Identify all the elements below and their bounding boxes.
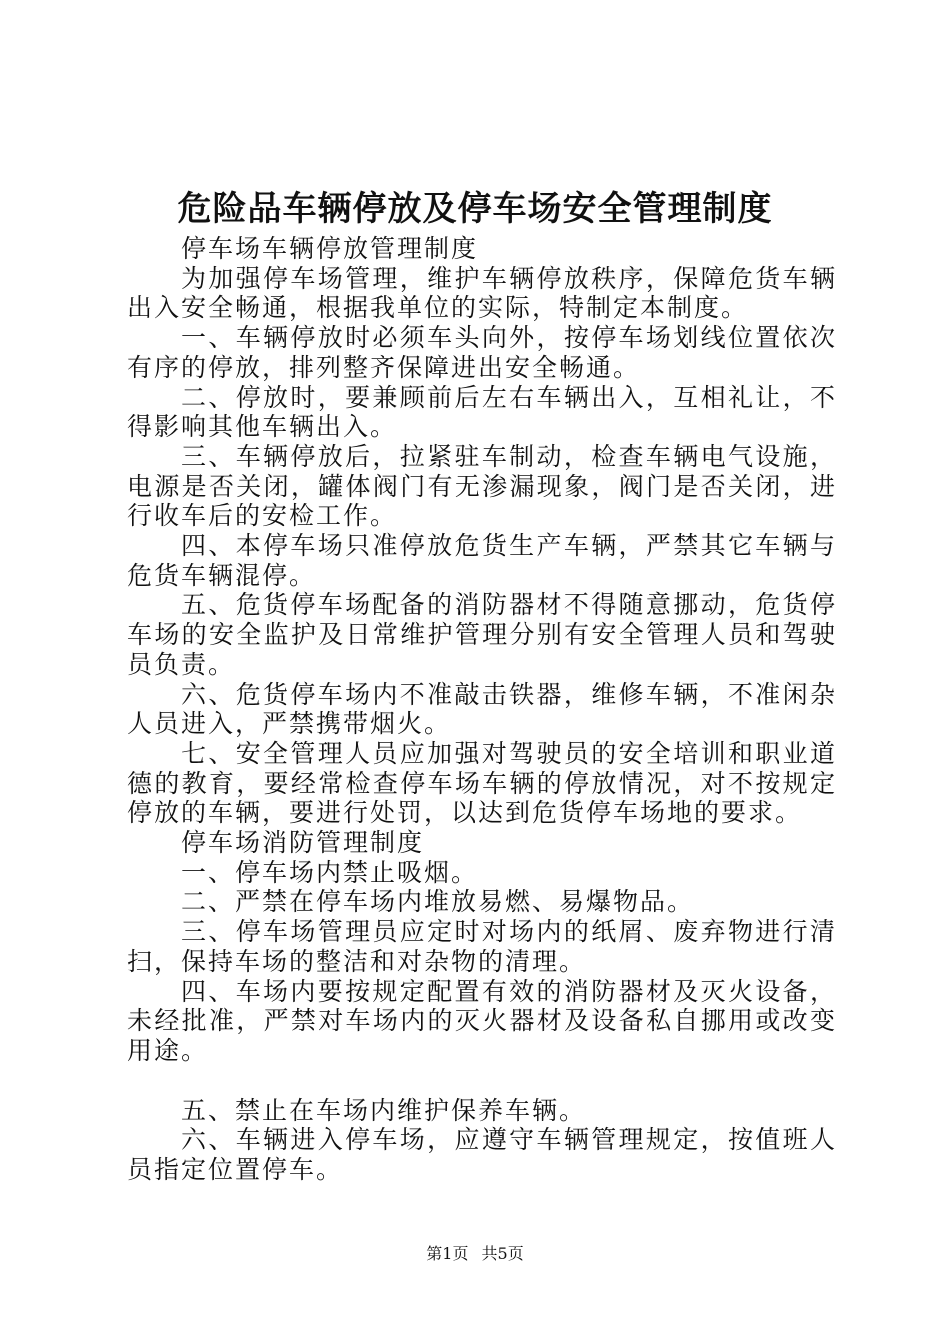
page-footer [0,1242,950,1266]
paragraph: 五、危货停车场配备的消防器材不得随意挪动，危货停车场的安全监护及日常维护管理分别有安全管理人员和驾驶员负责。 [127,590,837,679]
paragraph: 一、车辆停放时必须车头向外，按停车场划线位置依次有序的停放，排列整齐保障进出安全畅通。 [127,323,837,382]
paragraph: 三、停车场管理员应定时对场内的纸屑、废弃物进行清扫，保持车场的整洁和对杂物的清理。 [127,917,837,976]
paragraph: 六、危货停车场内不准敲击铁器，维修车辆，不准闲杂人员进入，严禁携带烟火。 [127,679,837,739]
paragraph: 三、车辆停放后，拉紧驻车制动，检查车辆电气设施，电源是否关闭，罐体阀门有无渗漏现象，阀门是否关闭，进行收车后的安检工作。 [127,441,837,531]
page-number: 第1页 [426,1244,469,1263]
paragraph: 二、严禁在停车场内堆放易燃、易爆物品。 [181,887,695,917]
paragraph-gap [127,1066,837,1096]
paragraph: 六、车辆进入停车场，应遵守车辆管理规定，按值班人员指定位置停车。 [127,1125,837,1185]
paragraph: 为加强停车场管理，维护车辆停放秩序，保障危货车辆出入安全畅通，根据我单位的实际，特制定本制度。 [127,263,837,323]
page-total: 共5页 [481,1244,524,1263]
paragraph: 五、禁止在车场内维护保养车辆。 [181,1095,587,1125]
paragraph: 四、车场内要按规定配置有效的消防器材及灭火设备，未经批准，严禁对车场内的灭火器材及设备私自挪用或改变用途。 [127,976,837,1065]
paragraph: 七、安全管理人员应加强对驾驶员的安全培训和职业道德的教育，要经常检查停车场车辆的停放情况，对不按规定停放的车辆，要进行处罚，以达到危货停车场地的要求。 [127,738,837,828]
document-title: 危险品车辆停放及停车场安全管理制度 [177,189,773,229]
section-heading: 停车场消防管理制度 [181,828,425,858]
paragraph: 四、本停车场只准停放危货生产车辆，严禁其它车辆与危货车辆混停。 [127,531,837,590]
document-body [127,234,837,1185]
paragraph: 一、停车场内禁止吸烟。 [181,857,479,887]
section-heading: 停车场车辆停放管理制度 [181,234,479,263]
paragraph: 二、停放时，要兼顾前后左右车辆出入，互相礼让，不得影响其他车辆出入。 [127,382,837,442]
